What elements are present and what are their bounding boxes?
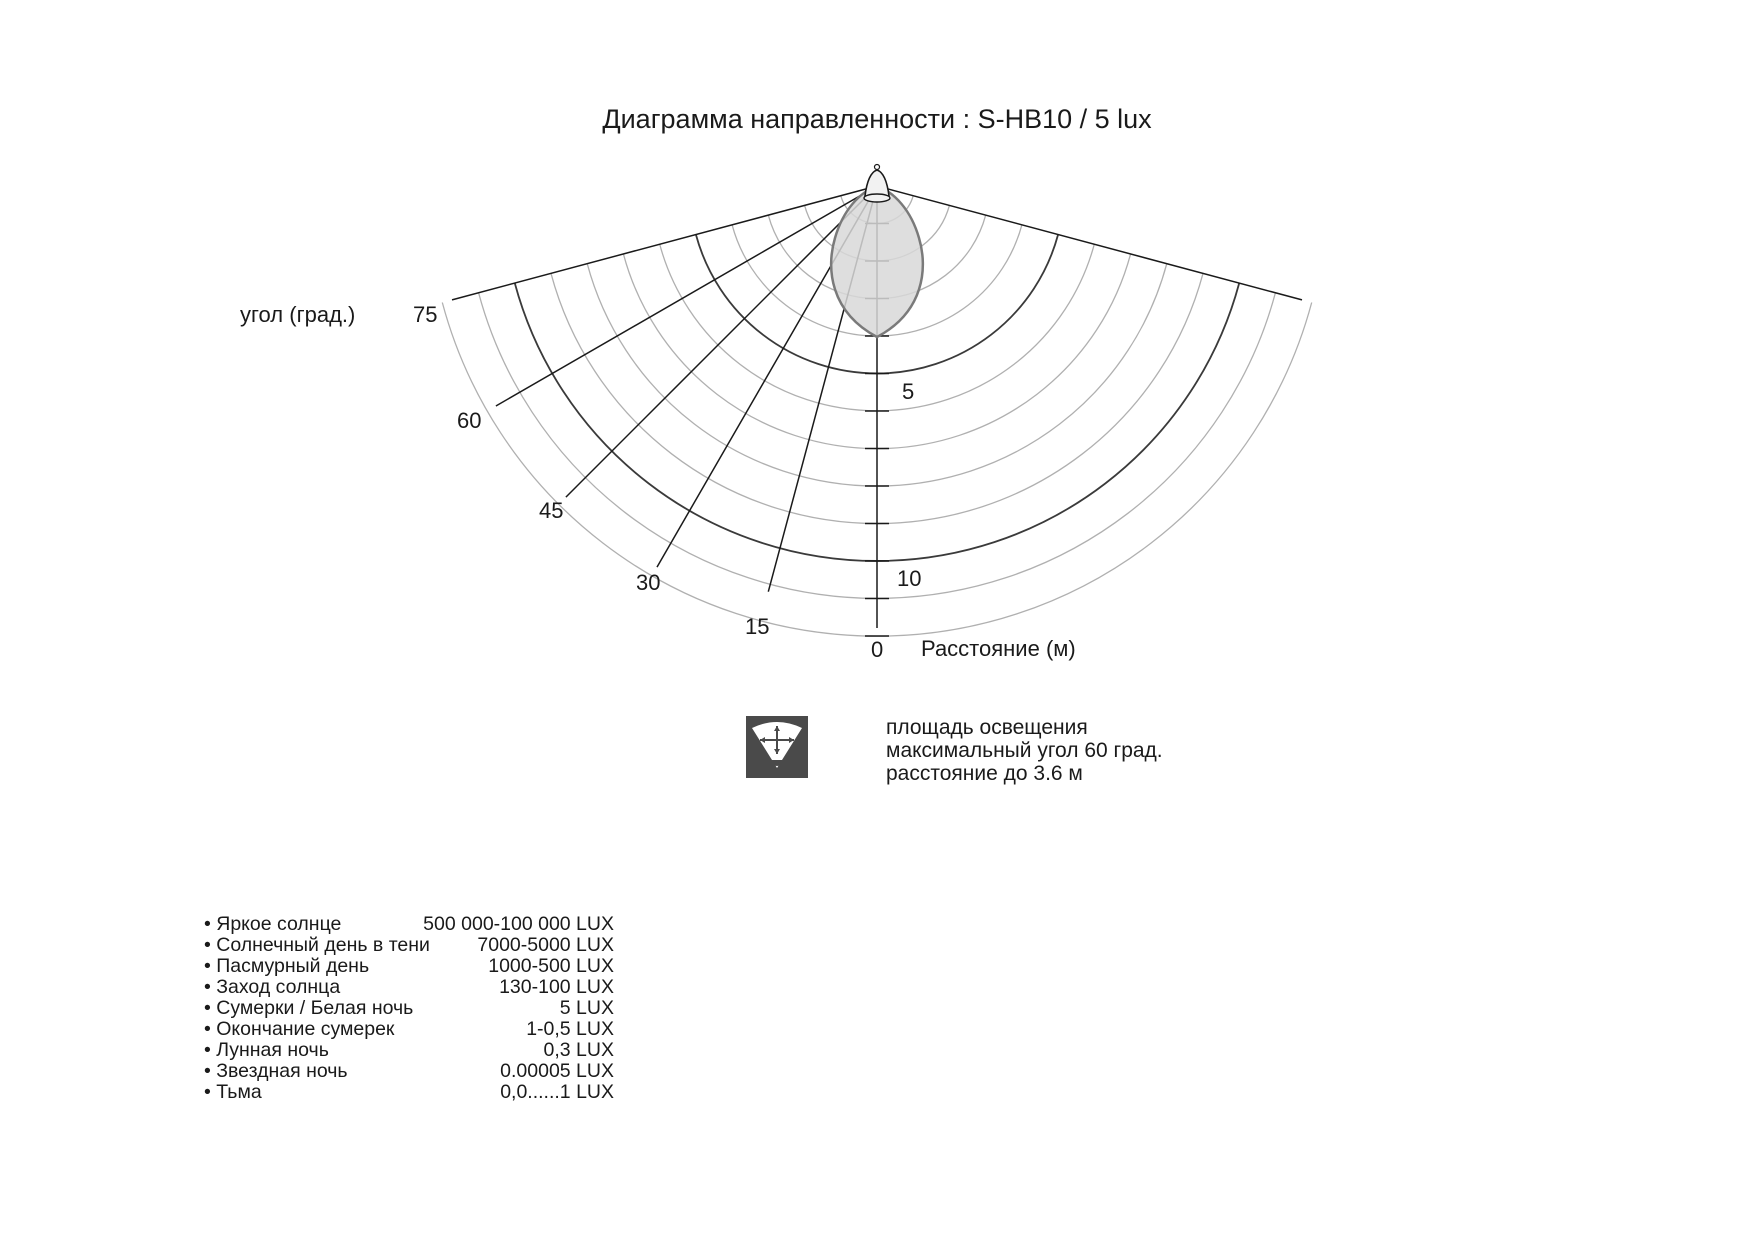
- lux-value: 1-0,5 LUX: [526, 1018, 614, 1040]
- lux-condition: • Заход солнца: [204, 977, 340, 998]
- legend-line-angle: максимальный угол 60 град.: [886, 739, 1163, 762]
- angle-tick-15: 15: [745, 614, 770, 639]
- coverage-legend: [886, 716, 1163, 785]
- lux-row: [204, 935, 614, 956]
- angle-ray: [566, 186, 877, 497]
- distance-tick-10: 10: [897, 566, 922, 591]
- angle-ray: [877, 186, 1302, 300]
- lux-value: 5 LUX: [559, 997, 614, 1019]
- coverage-area: [831, 186, 923, 337]
- lux-condition: • Яркое солнце: [204, 914, 341, 935]
- lux-row: [204, 998, 614, 1019]
- lux-condition: • Тьма: [204, 1082, 262, 1103]
- angle-tick-45: 45: [539, 498, 564, 523]
- lux-value: 130-100 LUX: [499, 976, 614, 998]
- lux-value: 0,0......1 LUX: [500, 1081, 614, 1103]
- diagram-title: Диаграмма направленности : S-HB10 / 5 lux: [602, 104, 1152, 134]
- angle-axis-label: угол (град.): [240, 302, 356, 327]
- lux-row: [204, 977, 614, 998]
- legend-line-area: площадь освещения: [886, 716, 1088, 739]
- lux-condition: • Окончание сумерек: [204, 1019, 394, 1040]
- angle-tick-75: 75: [413, 302, 438, 327]
- lux-condition: • Пасмурный день: [204, 956, 369, 977]
- lux-row: [204, 1019, 614, 1040]
- lux-row: [204, 956, 614, 977]
- lux-condition: • Сумерки / Белая ночь: [204, 998, 413, 1019]
- coverage-area-icon: [746, 716, 808, 778]
- sensor-icon: [864, 165, 890, 203]
- lux-value: 0.00005 LUX: [500, 1060, 614, 1082]
- lux-value: 500 000-100 000 LUX: [423, 913, 614, 935]
- lux-condition: • Лунная ночь: [204, 1040, 329, 1061]
- distance-tick-5: 5: [902, 379, 915, 404]
- lux-value: 1000-500 LUX: [488, 955, 614, 977]
- lux-value: 7000-5000 LUX: [477, 934, 614, 956]
- lux-value: 0,3 LUX: [543, 1039, 614, 1061]
- lux-row: [204, 1082, 614, 1103]
- lux-condition: • Солнечный день в тени: [204, 935, 430, 956]
- lux-reference-table: [204, 914, 614, 1103]
- lux-row: [204, 1040, 614, 1061]
- legend-line-distance: расстояние до 3.6 м: [886, 762, 1083, 785]
- distance-axis-label: Расстояние (м): [921, 636, 1076, 661]
- lux-row: [204, 1061, 614, 1082]
- angle-tick-60: 60: [457, 408, 482, 433]
- angle-ray: [496, 186, 877, 406]
- distance-tick-0: 0: [871, 637, 884, 662]
- lux-condition: • Звездная ночь: [204, 1061, 348, 1082]
- angle-ray: [452, 186, 877, 300]
- angle-tick-30: 30: [636, 570, 661, 595]
- lux-row: [204, 914, 614, 935]
